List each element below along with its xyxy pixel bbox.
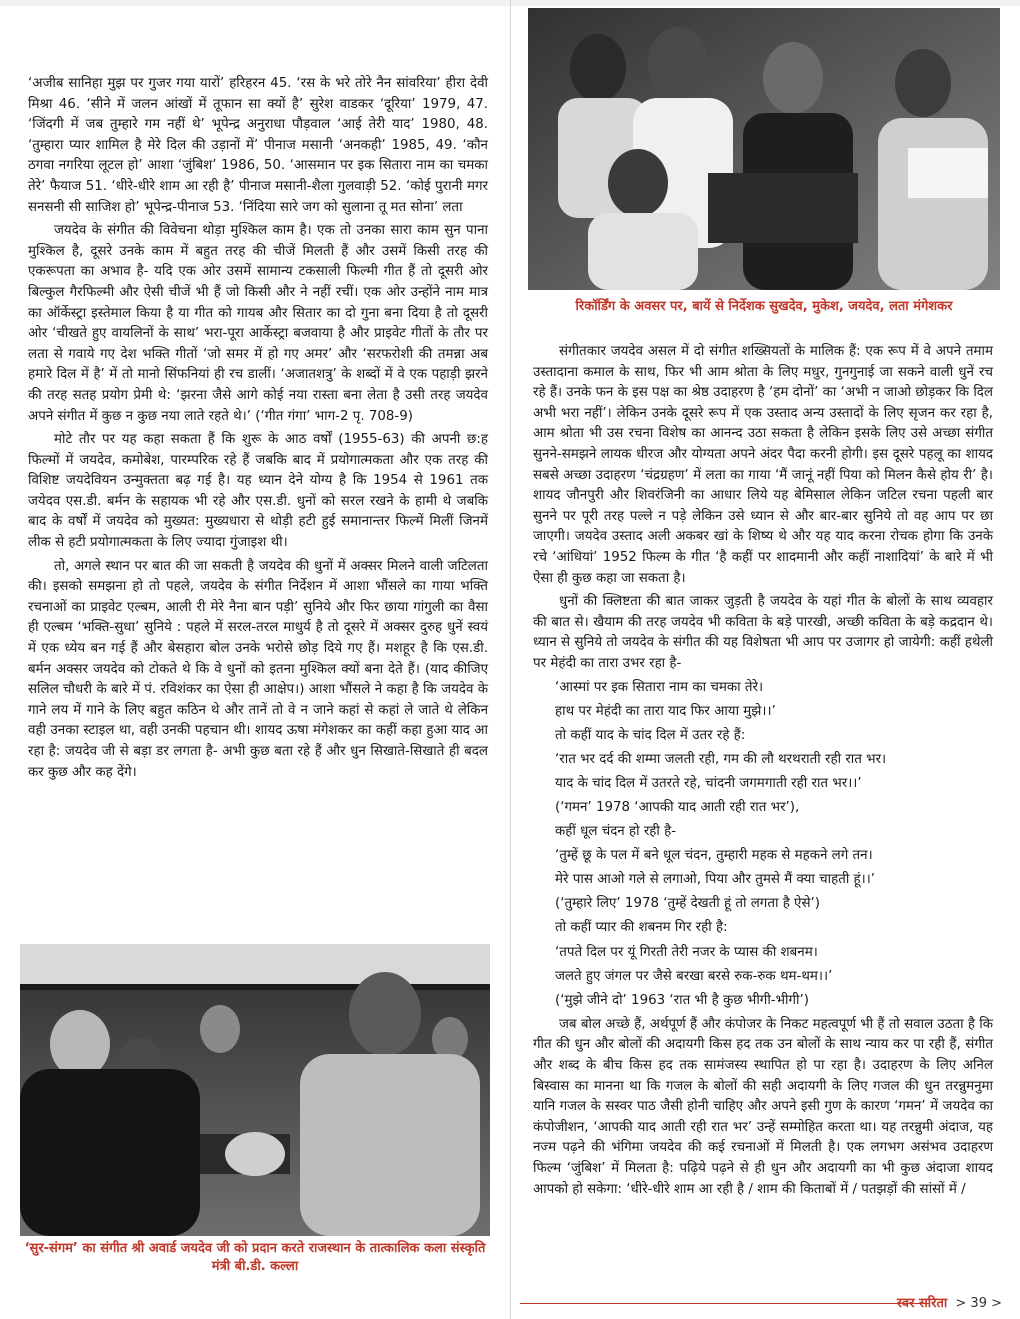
- verse-line: मेरे पास आओ गले से लगाओ, पिया और तुमसे मैं क्या चाहती हूं।।’: [555, 872, 876, 888]
- award-photo: [20, 944, 490, 1236]
- award-photo-image: [20, 944, 490, 1236]
- verse-line: (‘तुम्हारे लिए’ 1978 ‘तुम्हें देखती हूं तो लगता है ऐसे’): [555, 896, 820, 912]
- verse-line: (‘गमन’ 1978 ‘आपकी याद आती रही रात भर’),: [555, 799, 800, 815]
- right-paragraph: जब बोल अच्छे हैं, अर्थपूर्ण हैं और कंपोजर के निकट महत्वपूर्ण भी हैं तो सवाल उठता है कि गीत की धुन और बोलों की अदायगी किस हद तक उन बोलों के साथ न्याय कर पा रही हैं, संगीत और शब्द के बीच किस हद तक सामंजस्य स्थापित हो पा रहा है। उदाहरण के लिए अनिल बिस्वास का मानना था कि गजल के बोलों की सही अदायगी के लिए गजल की धुन तरन्नुमनुमा यानि गजल के सस्वर पाठ जैसी होनी चाहिए और अपने इसी गुण के कारण ‘गमन’ में जयदेव का कंपोजीशन, ‘आपकी याद आती रही रात भर’ उन्हें सम्मोहित करता था। यह तरन्नुमी अंदाज, यह नज्म पढ़ने की भंगिमा जयदेव की कई रचनाओं में मिलती है। एक लगभग असंभव उदाहरण फिल्म ‘जुंबिश’ में मिलता है: पढ़िये पढ़ने से ही धुन और अदायगी का भी कुछ अंदाजा शायद आपको हो सकेगा: ‘धीरे-धीरे शाम आ रही है / शाम की किताबों में / पतझड़ों की सांसों में /: [533, 1016, 994, 1197]
- verse-line: तो कहीं याद के चांद दिल में उतर रहे हैं:: [555, 727, 746, 743]
- verse-line: जलते हुए जंगल पर जैसे बरखा बरसे रुक-रुक थम-थम।।’: [555, 968, 833, 984]
- verse-line: हाथ पर मेहंदी का तारा याद फिर आया मुझे।।’: [555, 703, 776, 719]
- bottom-photo-caption: ‘सुर-संगम’ का संगीत श्री अवार्ड जयदेव जी को प्रदान करते राजस्थान के तात्कालिक कला संस्कृति मंत्री बी.डी. कल्ला: [24, 1241, 486, 1274]
- magazine-name: स्वर सरिता: [896, 1296, 948, 1311]
- verse-line: याद के चांद दिल में उतरते रहे, चांदनी जगमगाती रही रात भर।।’: [555, 775, 862, 791]
- verse-line: ‘आस्मां पर इक सितारा नाम का चमका तेरे।: [555, 679, 764, 695]
- verse-line: तो कहीं प्यार की शबनम गिर रही है:: [555, 920, 728, 936]
- right-paragraph: धुनों की क्लिष्टता की बात जाकर जुड़ती है जयदेव के यहां गीत के बोलों के साथ व्यवहार की बात से। खैयाम की तरह जयदेव भी कविता के बड़े पारखी, अच्छी कविता के बड़े कद्रदान थे। ध्यान से सुनिये तो जयदेव के संगीत की यह विशेषता भी आप पर उजागर हो जायेगी: कहीं हथेली पर मेहंदी का तारा उभर रहा है-: [533, 594, 993, 671]
- verse-line: ‘रात भर दर्द की शम्मा जलती रही, गम की लौ थरथराती रही रात भर।: [555, 751, 887, 767]
- left-paragraph: जयदेव के संगीत की विवेचना थोड़ा मुश्किल काम है। एक तो उनका सारा काम सुन पाना मुश्किल है, दूसरे उनके काम में बहुत तरह की चीजें मिलती हैं और उसमें किसी तरह की एकरूपता का अभाव है- यदि एक ओर उसमें सामान्य टकसाली फिल्मी गीत हैं तो दूसरी ओर बिल्कुल गैरफिल्मी और ऐसी चीजें भी हैं जो किसी और ने नहीं रचीं। एक ओर उन्होंने नाम मात्र का ऑर्केस्ट्रा इस्तेमाल किया है या गीत को गायब और सितार का दो गुना बना दिया है तो दूसरी ओर ‘चीखते हुए वायलिनों के साथ’ भरा-पूरा आर्केस्ट्रा बजवाया है और प्राइवेट गीतों के तौर पर लता से गवाये गए देश भक्ति गीतों ‘जो समर में हो गए अमर’ और ‘सरफरोशी की तमन्ना अब हमारे दिल में है’ में तो मानो सिंफनियां ही रच डालीं। ‘अजातशत्रु’ के शब्दों में वे एक पहाड़ी झरने की तरह सतह प्रयोग प्रेमी थे: ‘झरना जैसे आगे कोई नया रास्ता बना लेता है उसी तरह जयदेव अपने संगीत में कुछ न कुछ नया लाते रहते थे।’ (‘गीत गंगा’ भाग-2 पृ. 708-9): [28, 223, 488, 424]
- right-column: [533, 342, 993, 1203]
- column-divider: [510, 0, 511, 1319]
- left-paragraph: तो, अगले स्थान पर बात की जा सकती है जयदेव की धुनों में अक्सर मिलने वाली जटिलता की। इसको समझना हो तो पहले, जयदेव के संगीत निर्देशन में आशा भौंसले का गाया भक्ति रचनाओं का प्राइवेट एल्बम, आली री मेरे नैना बान पड़ी’ सुनिये और फिर छाया गांगुली का वैसा ही एल्बम ‘भक्ति-सुधा’ सुनिये : पहले में सरल-तरल माधुर्य है तो दूसरे में अक्सर दुरुह धुनें स्वयं में एक ध्येय बन गई हैं और बेसहारा बोल उनके भरोसे छोड़ दिये गए हैं। मशहूर है कि एस.डी. बर्मन अक्सर जयदेव को टोकते थे कि वे धुनों को इतना मुश्किल क्यों बना देते हैं। (याद कीजिए सलिल चौधरी के बारे में पं. रविशंकर का ऐसा ही आक्षेप।) आशा भौंसले ने कहा है कि जयदेव के गाने लय में गाने के लिए बहुत कठिन थे और तानें तो वे न जाने कहां से कहां ले जाते थे लेकिन वही उनका स्टाइल था, वही उनकी पहचान थी। शायद ऊषा मंगेशकर का कहीं कहा हुआ याद आ रहा है: जयदेव जी से बड़ा डर लगता है- अभी कुछ बता रहे हैं और धुन सिखाते-सिखाते ही बदल कर कुछ और कह देंगे।: [28, 558, 488, 780]
- verse-line: ‘तुम्हें छू के पल में बने धूल चंदन, तुम्हारी महक से महकने लगे तन।: [555, 848, 873, 864]
- left-column: [28, 74, 488, 786]
- recording-photo: [528, 8, 1000, 290]
- top-photo-caption: रिकॉर्डिंग के अवसर पर, बायें से निर्देशक सुखदेव, मुकेश, जयदेव, लता मंगेशकर: [575, 299, 953, 314]
- verse-line: ‘तपते दिल पर यूं गिरती तेरी नजर के प्यास की शबनम।: [555, 944, 818, 960]
- right-paragraph: संगीतकार जयदेव असल में दो संगीत शख्सियतों के मालिक हैं: एक रूप में वे अपने तमाम उस्तादाना कमाल के साथ, फिर भी आम श्रोता के लिए मधुर, गुनगुनाई जा सकने वाली धुनें रच रहे हैं। उनके फन के इस पक्ष का श्रेष्ठ उदाहरण है ‘हम दोनों’ का ‘अभी न जाओ छोड़कर कि दिल अभी भरा नहीं’। लेकिन उनके दूसरे रूप में एक उस्ताद अन्य उस्तादों के लिए सृजन कर रहा है, आम श्रोता भी उस रचना विशेष का आनन्द उठा सकता है लेकिन इसके लिए उसे अच्छा संगीत सुनने-समझने लायक धीरज और योग्यता अपने अंदर पैदा करनी होगी। इस दूसरे पहलू का शायद सबसे अच्छा उदाहरण ‘चंद्रग्रहण’ में लता का गाया ‘मैं जानूं नहीं पिया को मिलन कैसे होय री’ है। शायद जौनपुरी और शिवरंजिनी का आधार लिये यह बेमिसाल लेकिन जटिल रचना पहली बार सुनने पर पूरी तरह पल्ले न पड़े लेकिन उसे ध्यान से और बार-बार सुनिये तो वह आप पर छा जाएगी। जयदेव उस्ताद अली अकबर खां के शिष्य थे और यह याद करना रोचक होगा कि उनके रचे ‘आंधियां’ 1952 फिल्म के गीत ‘है कहीं पर शादमानी और कहीं नाशादियां’ के बारे में भी ऐसा ही कुछ कहा जा सकता है।: [533, 344, 993, 586]
- page-number: > 39 >: [955, 1296, 1002, 1311]
- footer-rule: [520, 1303, 930, 1304]
- page-footer: [897, 1293, 1002, 1311]
- left-paragraph: ‘अजीब सानिहा मुझ पर गुजर गया यारों’ हरिहरन 45. ‘रस के भरे तोरे नैन सांवरिया’ हीरा देवी मिश्रा 46. ‘सीने में जलन आंखों में तूफान सा क्यों है’ सुरेश वाडकर ‘दूरिया’ 1979, 47. ‘जिंदगी में जब तुम्हारे गम नहीं थे’ भूपेन्द्र अनुराधा पौड़वाल ‘आई तेरी याद’ 1980, 48. ‘तुम्हारा प्यार शामिल है मेरे दिल की उड़ानों में’ पीनाज मसानी ‘अनकही’ 1985, 49. ‘कौन ठगवा नगरिया लूटल हो’ आशा ‘जुंबिश’ 1986, 50. ‘आसमान पर इक सितारा नाम का चमका तेरे’ फैयाज 51. ‘धीरे-धीरे शाम आ रही है’ पीनाज मसानी-शैला गुलवाड़ी 52. ‘कोई पुरानी मगर सनसनी सी साजिश हो’ भूपेन्द्र-पीनाज 53. ‘निंदिया सारे जग को सुलाना तू मत सोना’ लता: [28, 76, 488, 215]
- verse-line: कहीं धूल चंदन हो रही है-: [555, 824, 677, 840]
- verse-line: (‘मुझे जीने दो’ 1963 ‘रात भी है कुछ भीगी-भीगी’): [555, 992, 809, 1008]
- recording-photo-image: [528, 8, 1000, 290]
- left-paragraph: मोटे तौर पर यह कहा सकता हैं कि शुरू के आठ वर्षों (1955-63) की अपनी छ:ह फिल्मों में जयदेव, कमोबेश, पारम्परिक रहे हैं जबकि बाद में प्रयोगात्मकता और एक तरह की विशिष्ट जयदेवियन उन्मुक्तता बढ़ गई है। यह ध्यान देने योग्य है कि 1954 से 1961 तक जयेदव एस.डी. बर्मन के सहायक भी रहे और एस.डी. धुनों को सरल रखने के हामी थे जबकि बाद के वर्षों में जयदेव को मुख्यत: मुख्यधारा से थोड़ी हटी हुई समानान्तर फिल्में मिलीं जिनमें लीक से हटी प्रयोगात्मकता के लिए ज्यादा गुंजाइश थी।: [28, 432, 488, 551]
